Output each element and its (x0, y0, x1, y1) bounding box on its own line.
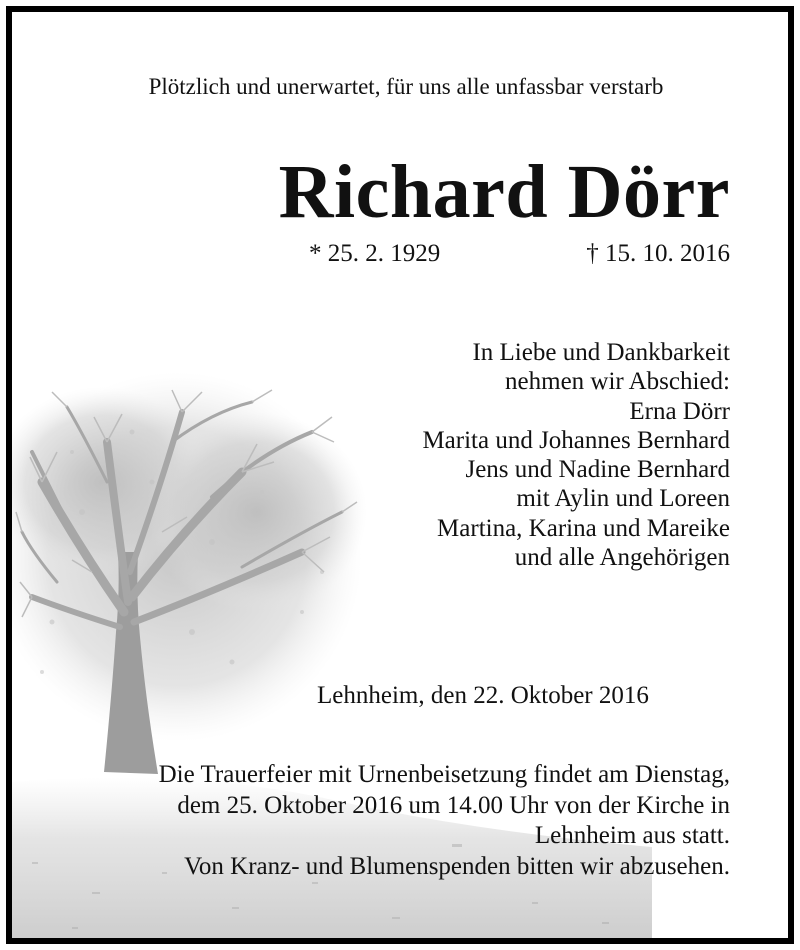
mourners-block (422, 338, 730, 572)
ceremony-block (159, 760, 730, 882)
ceremony-line: Die Trauerfeier mit Urnenbeisetzung findet am Dienstag, (158, 761, 730, 788)
mourner-line: und alle Angehörigen (514, 544, 730, 572)
mourner-line: In Liebe und Dankbarkeit (472, 339, 730, 366)
place-date: Lehnheim, den 22. Oktober 2016 (317, 682, 649, 709)
mourner-line: Martina, Karina und Mareike (437, 514, 730, 542)
mourner-line: mit Aylin und Loreen (516, 485, 730, 513)
ceremony-line: Von Kranz- und Blumenspenden bitten wir abzusehen. (184, 852, 730, 880)
ceremony-line: dem 25. Oktober 2016 um 14.00 Uhr von der Kirche in (177, 791, 730, 819)
death-date: † 15. 10. 2016 (586, 240, 730, 267)
deceased-name: Richard Dörr (278, 150, 730, 234)
ceremony-line: Lehnheim aus statt. (534, 822, 730, 849)
intro-line: Plötzlich und unerwartet, für uns alle unfassbar verstarb (148, 74, 664, 99)
mourner-line: nehmen wir Abschied: (505, 368, 730, 396)
mourner-line: Marita und Johannes Bernhard (422, 426, 730, 454)
obituary-notice (6, 6, 794, 944)
mourner-line: Erna Dörr (629, 397, 730, 425)
mourner-line: Jens und Nadine Bernhard (465, 456, 730, 484)
birth-date: * 25. 2. 1929 (309, 240, 441, 267)
